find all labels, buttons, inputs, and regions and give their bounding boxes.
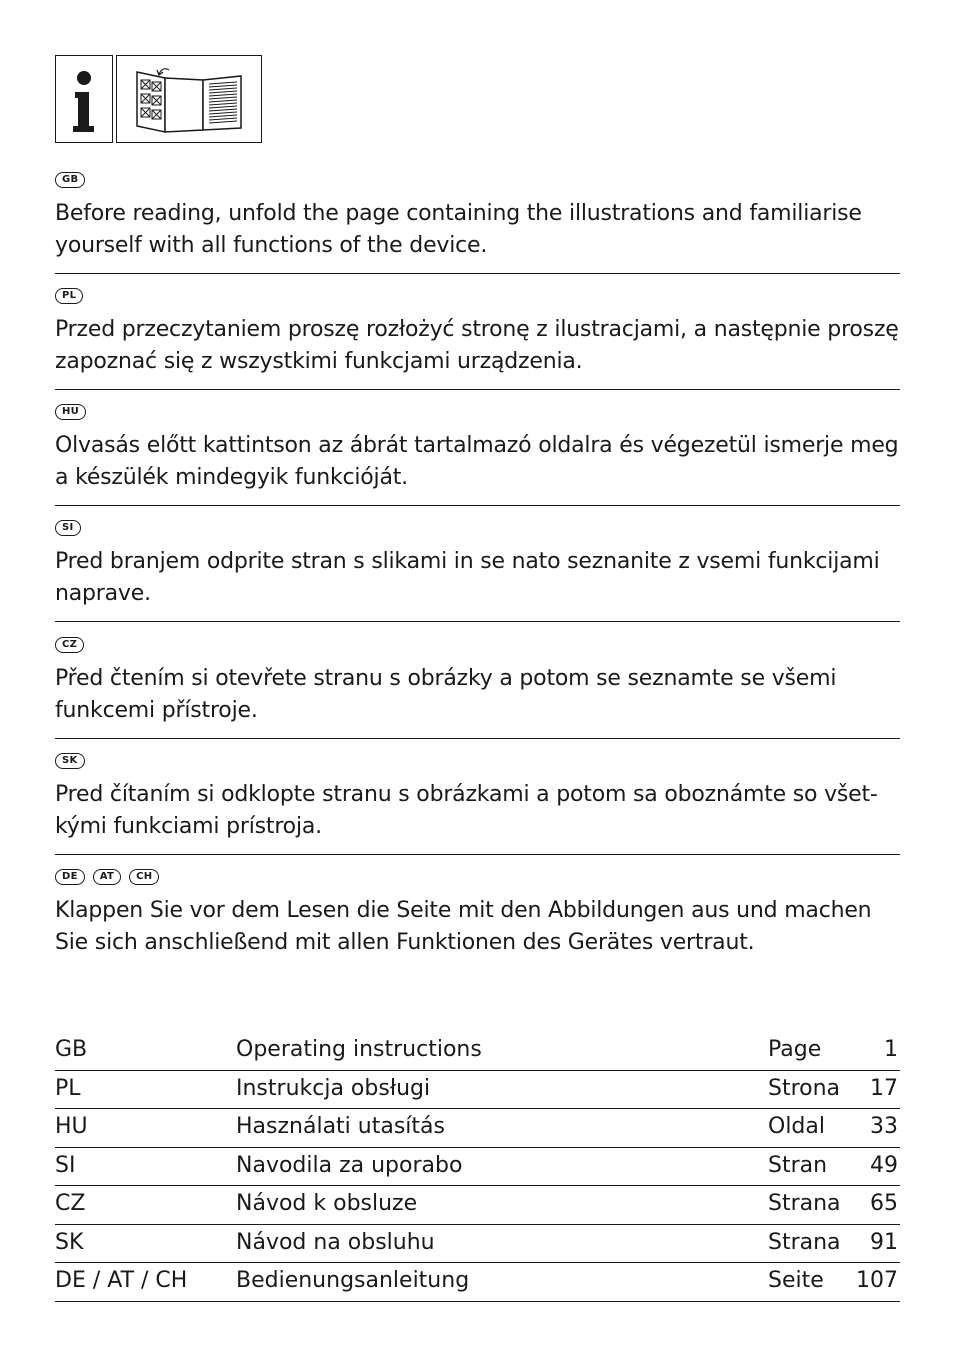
toc-page-number: 33: [870, 1114, 898, 1139]
country-badges: [55, 753, 900, 773]
section-text: Before reading, unfold the page containing the illustrations and familiarise yourself with all functions of the device.: [55, 201, 862, 258]
toc-page-number: 1: [884, 1037, 898, 1062]
toc-row: [55, 1071, 900, 1110]
toc-page-number: 49: [870, 1152, 898, 1178]
country-badge: GB: [55, 172, 85, 188]
toc-page-label: Seite: [768, 1268, 824, 1293]
toc-page-label: Stran: [768, 1152, 828, 1178]
toc-row: [55, 1109, 900, 1148]
toc-language-code: SK: [55, 1229, 84, 1255]
toc-language-code: CZ: [55, 1191, 86, 1216]
section-pl: [55, 288, 900, 390]
country-badges: [55, 172, 900, 192]
toc-row: [55, 1225, 900, 1264]
section-hu: [55, 404, 900, 506]
toc-language-code: DE / AT / CH: [55, 1268, 188, 1293]
toc-title: Operating instructions: [236, 1037, 482, 1062]
toc-title: Návod na obsluhu: [236, 1229, 435, 1255]
toc-page-label: Oldal: [768, 1114, 825, 1139]
toc-title: Bedienungsanleitung: [236, 1268, 470, 1293]
section-cz: [55, 637, 900, 739]
toc-row: [55, 1148, 900, 1187]
toc-page-label: Strona: [768, 1075, 841, 1101]
toc-page-label: Strana: [768, 1191, 841, 1216]
table-of-contents: [55, 1032, 900, 1302]
toc-language-code: PL: [55, 1075, 81, 1101]
toc-title: Návod k obsluze: [236, 1191, 418, 1216]
section-sk: [55, 753, 900, 855]
section-de-at-ch: [55, 869, 900, 971]
toc-title: Instrukcja obsługi: [236, 1075, 431, 1101]
country-badges: [55, 869, 900, 889]
toc-language-code: HU: [55, 1114, 88, 1139]
toc-language-code: SI: [55, 1152, 76, 1178]
toc-page-label: Strana: [768, 1229, 841, 1255]
section-text: Pred branjem odprite stran s slikami in se nato seznanite z vsemi funkcijami naprave.: [55, 549, 880, 606]
toc-title: Navodila za uporabo: [236, 1152, 463, 1178]
info-icon: [55, 55, 113, 143]
toc-title: Használati utasítás: [236, 1114, 445, 1139]
country-badge: CH: [129, 869, 159, 885]
toc-page-number: 91: [870, 1229, 898, 1255]
toc-row: [55, 1032, 900, 1071]
country-badges: [55, 637, 900, 657]
country-badges: [55, 520, 900, 540]
country-badge: SI: [55, 520, 81, 536]
section-text: Klappen Sie vor dem Lesen die Seite mit den Abbildungen aus und machen Sie sich anschließend mit allen Funktionen des Gerätes vertraut.: [55, 898, 872, 955]
section-text: Pred čítaním si odklopte stranu s obrázkami a potom sa oboznámte so všet-kými funkciami prístroja.: [55, 782, 878, 839]
toc-page-label: Page: [768, 1037, 822, 1062]
toc-row: [55, 1186, 900, 1225]
toc-row: [55, 1263, 900, 1302]
country-badge: AT: [93, 869, 121, 885]
section-text: Před čtením si otevřete stranu s obrázky a potom se seznamte se všemi funkcemi přístroje.: [55, 666, 837, 723]
section-gb: [55, 172, 900, 274]
toc-page-number: 107: [856, 1268, 898, 1293]
toc-page-number: 65: [870, 1191, 898, 1216]
country-badge: DE: [55, 869, 85, 885]
section-text: Przed przeczytaniem proszę rozłożyć stronę z ilustracjami, a następnie proszę zapoznać się z wszystkimi funkcjami urządzenia.: [55, 317, 899, 374]
toc-language-code: GB: [55, 1037, 88, 1062]
country-badges: [55, 404, 900, 424]
country-badge: HU: [55, 404, 86, 420]
country-badge: CZ: [55, 637, 84, 653]
section-si: [55, 520, 900, 622]
country-badge: PL: [55, 288, 83, 304]
country-badge: SK: [55, 753, 85, 769]
country-badges: [55, 288, 900, 308]
toc-page-number: 17: [870, 1075, 898, 1101]
unfold-page-icon: [116, 55, 262, 143]
section-text: Olvasás előtt kattintson az ábrát tartalmazó oldalra és végezetül ismerje meg a készülék mindegyik funkcióját.: [55, 433, 899, 490]
